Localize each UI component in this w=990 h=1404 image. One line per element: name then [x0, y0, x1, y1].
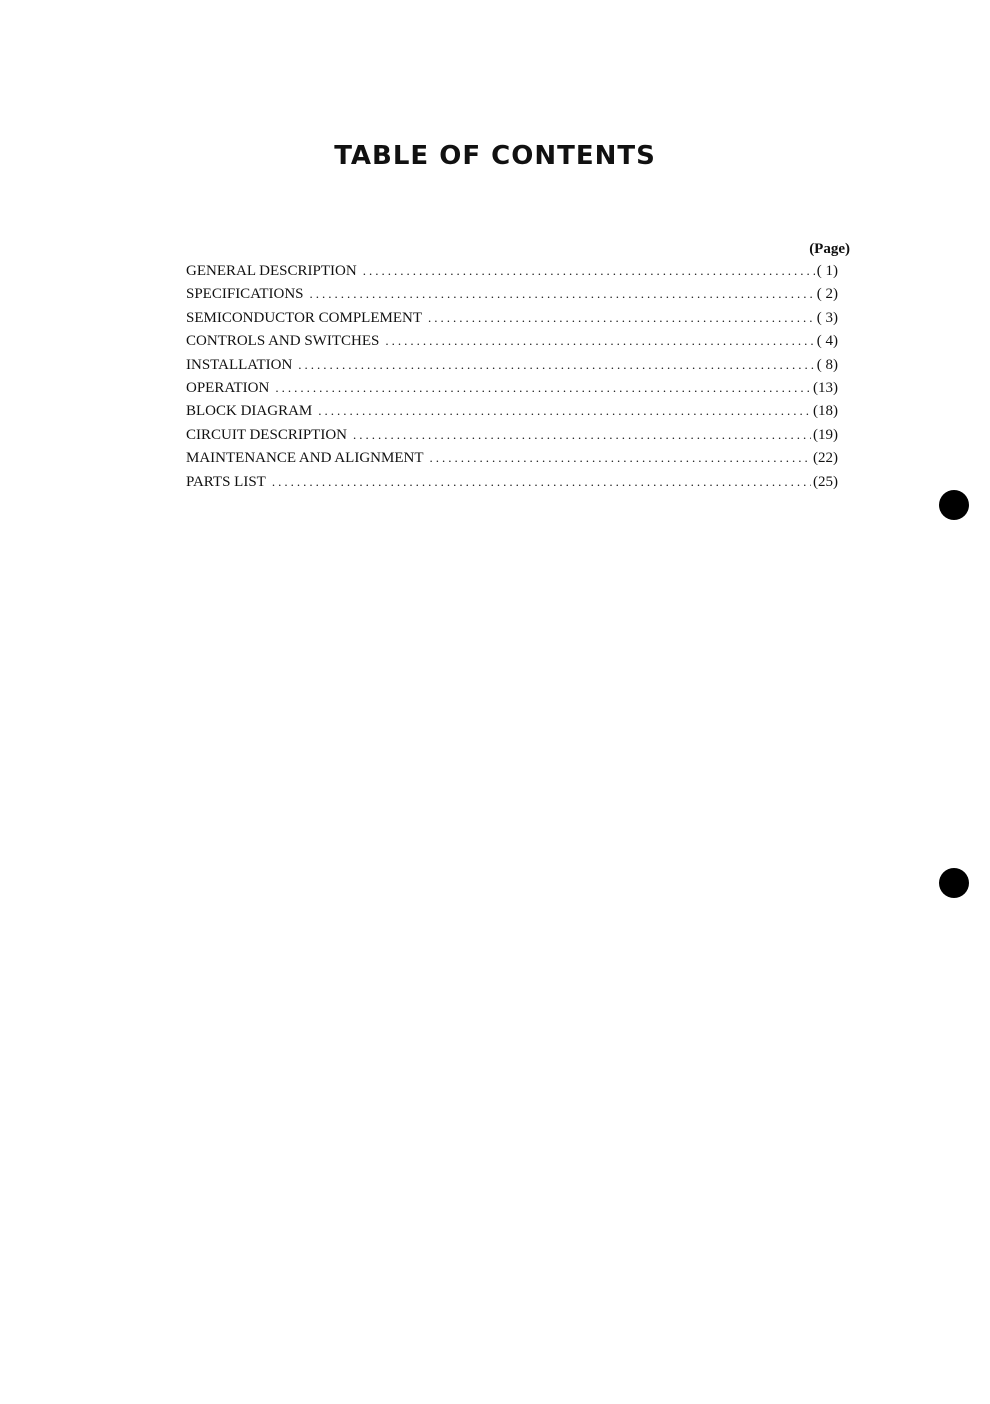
dot-leader [353, 423, 811, 446]
toc-entry-page: ( 1) [816, 263, 838, 279]
toc-entry[interactable] [186, 282, 838, 305]
toc-entry-label: INSTALLATION [186, 356, 293, 373]
toc-entry-label: OPERATION [186, 379, 270, 396]
toc-entry-label: CONTROLS AND SWITCHES [186, 333, 380, 350]
toc-entry[interactable] [186, 423, 838, 446]
toc-entry-label: SPECIFICATIONS [186, 286, 304, 303]
toc-entry[interactable] [186, 376, 838, 399]
table-of-contents [186, 239, 850, 493]
dot-leader [298, 353, 814, 376]
page-title: TABLE OF CONTENTS [334, 141, 656, 171]
toc-entry[interactable] [186, 399, 838, 422]
toc-entry[interactable] [186, 446, 838, 469]
toc-entry-label: MAINTENANCE AND ALIGNMENT [186, 450, 424, 467]
toc-entry-page: (13) [813, 379, 838, 396]
dot-leader [363, 259, 815, 282]
toc-entry[interactable] [186, 306, 838, 329]
toc-entry-page: (18) [813, 403, 838, 420]
toc-entry[interactable] [186, 259, 838, 282]
toc-entry[interactable] [186, 353, 838, 376]
toc-entry-page: (25) [813, 473, 838, 490]
toc-entry-page: ( 4) [816, 333, 838, 350]
toc-list [186, 259, 850, 493]
toc-entry-label: GENERAL DESCRIPTION [186, 263, 357, 279]
dot-leader [310, 282, 815, 305]
toc-entry-label: CIRCUIT DESCRIPTION [186, 426, 347, 443]
toc-entry-page: ( 2) [816, 286, 838, 303]
dot-leader [428, 306, 815, 329]
toc-entry[interactable] [186, 329, 838, 352]
page-column-header: (Page) [809, 241, 850, 257]
toc-entry-label: SEMICONDUCTOR COMPLEMENT [186, 309, 422, 326]
dot-leader [429, 446, 811, 469]
dot-leader [275, 376, 811, 399]
toc-entry[interactable] [186, 470, 838, 493]
punch-hole-top [939, 490, 969, 520]
toc-entry-page: (19) [813, 426, 838, 443]
toc-entry-label: BLOCK DIAGRAM [186, 403, 313, 420]
toc-entry-page: (22) [813, 450, 838, 467]
dot-leader [385, 329, 814, 352]
toc-entry-page: ( 8) [816, 356, 838, 373]
punch-hole-bottom [939, 868, 969, 898]
dot-leader [272, 470, 811, 493]
toc-entry-label: PARTS LIST [186, 473, 266, 490]
dot-leader [318, 399, 811, 422]
toc-entry-page: ( 3) [816, 309, 838, 326]
